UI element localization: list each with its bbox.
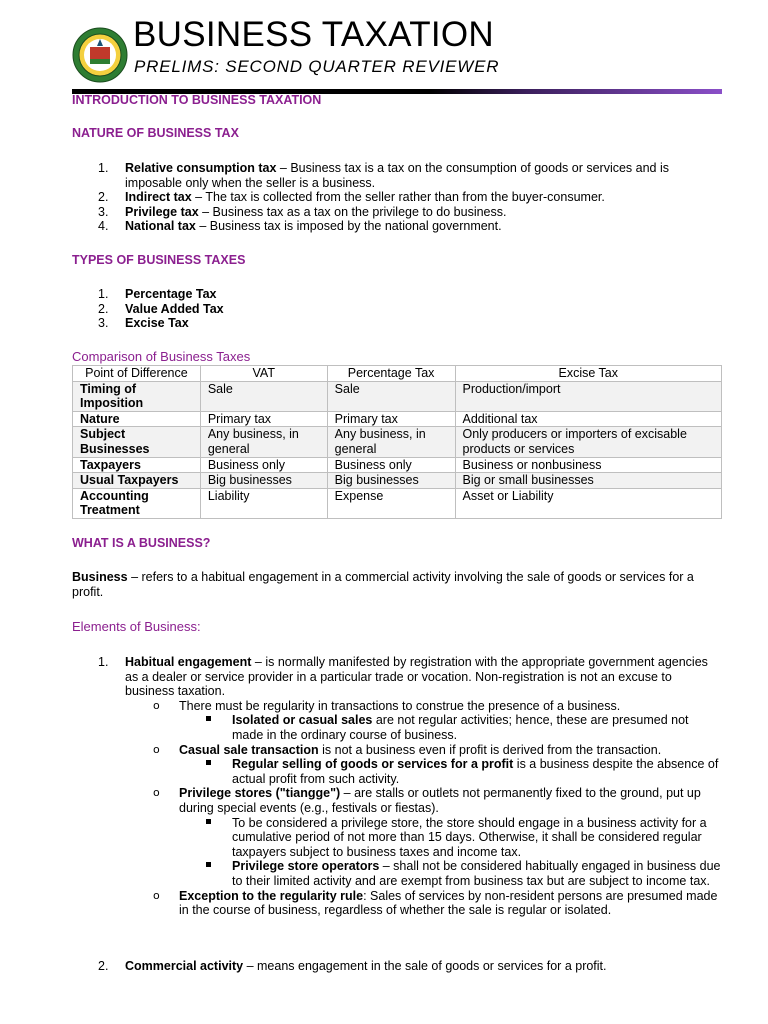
list-item: 2. Indirect tax – The tax is collected from the seller rather than from the buyer-consumer.	[98, 190, 605, 205]
list-item: Regular selling of goods or services for a profit is a business despite the absence of actual profit from such activity.	[72, 757, 722, 786]
bullet-square-icon	[206, 862, 211, 867]
list-item: 1. Relative consumption tax – Business tax is a tax on the consumption of goods or services and is imposable only when the seller is a business.	[98, 161, 670, 190]
list-item: Privilege store operators – shall not be considered habitually engaged in business due to their limited activity and are exempt from business tax but are subject to income tax.	[72, 859, 722, 888]
elements-list-2	[72, 959, 722, 974]
table-header-row	[73, 366, 722, 382]
list-item: o Casual sale transaction is not a business even if profit is derived from the transaction.	[153, 742, 662, 757]
nature-heading: NATURE OF BUSINESS TAX	[72, 126, 239, 140]
table-row: Timing of Imposition Sale Sale Production/import	[73, 381, 722, 411]
list-item: Isolated or casual sales are not regular activities; hence, these are presumed not made in the ordinary course of business.	[72, 713, 722, 742]
list-item: 3. Excise Tax	[98, 316, 189, 331]
bullet-square-icon	[206, 819, 211, 824]
business-definition: Business – refers to a habitual engagement in a commercial activity involving the sale of goods or services for a profit.	[72, 570, 694, 599]
bullet-square-icon	[206, 716, 211, 721]
business-heading: WHAT IS A BUSINESS?	[72, 536, 211, 550]
table-header: Excise Tax	[455, 366, 722, 382]
types-list	[72, 287, 722, 331]
document-title: BUSINESS TAXATION	[133, 15, 495, 54]
table-row: Usual Taxpayers Big businesses Big businesses Big or small businesses	[73, 473, 722, 489]
table-row: Subject Businesses Any business, in general Any business, in general Only producers or importers of excisable products or services	[73, 427, 722, 457]
bullet-square-icon	[206, 760, 211, 765]
intro-heading: INTRODUCTION TO BUSINESS TAXATION	[72, 93, 322, 107]
types-heading: TYPES OF BUSINESS TAXES	[72, 253, 246, 267]
list-item: o There must be regularity in transactions to construe the presence of a business.	[153, 698, 621, 713]
comparison-title: Comparison of Business Taxes	[72, 349, 251, 364]
table-row: Accounting Treatment Liability Expense Asset or Liability	[73, 488, 722, 518]
document-subtitle: PRELIMS: SECOND QUARTER REVIEWER	[134, 57, 500, 76]
table-header: Percentage Tax	[327, 366, 455, 382]
list-item: 4. National tax – Business tax is imposed by the national government.	[98, 219, 502, 234]
table-header: Point of Difference	[73, 366, 201, 382]
list-item: o Exception to the regularity rule: Sales of services by non-resident persons are presumed made in the course of business, regardless of whether the sale is regular or isolated.	[153, 888, 718, 918]
school-seal-icon	[72, 27, 128, 83]
list-item: 1. Percentage Tax	[98, 287, 217, 301]
list-item: 2. Commercial activity – means engagement in the sale of goods or services for a profit.	[98, 959, 607, 973]
list-item: To be considered a privilege store, the store should engage in a business activity for a cumulative period of not more than 15 days. Otherwise, it shall be considered regular taxpayers subject to business taxes and income tax.	[72, 816, 722, 860]
table-header: VAT	[200, 366, 327, 382]
list-item: 3. Privilege tax – Business tax as a tax on the privilege to do business.	[98, 204, 507, 219]
table-row: Taxpayers Business only Business only Business or nonbusiness	[73, 457, 722, 473]
list-item: 2. Value Added Tax	[98, 301, 224, 316]
elements-title: Elements of Business:	[72, 619, 201, 634]
list-item: 1. Habitual engagement – is normally manifested by registration with the appropriate government agencies as a dealer or service provider in a particular trade or vocation. Non-registration is not an excuse to business taxation.	[98, 655, 708, 699]
list-item: o Privilege stores ("tiangge") – are stalls or outlets not permanently fixed to the ground, put up during special events (e.g., festivals or fiestas).	[153, 786, 701, 815]
comparison-table	[72, 365, 722, 519]
table-row: Nature Primary tax Primary tax Additional tax	[73, 411, 722, 427]
elements-list	[72, 655, 722, 918]
nature-list	[72, 161, 722, 234]
